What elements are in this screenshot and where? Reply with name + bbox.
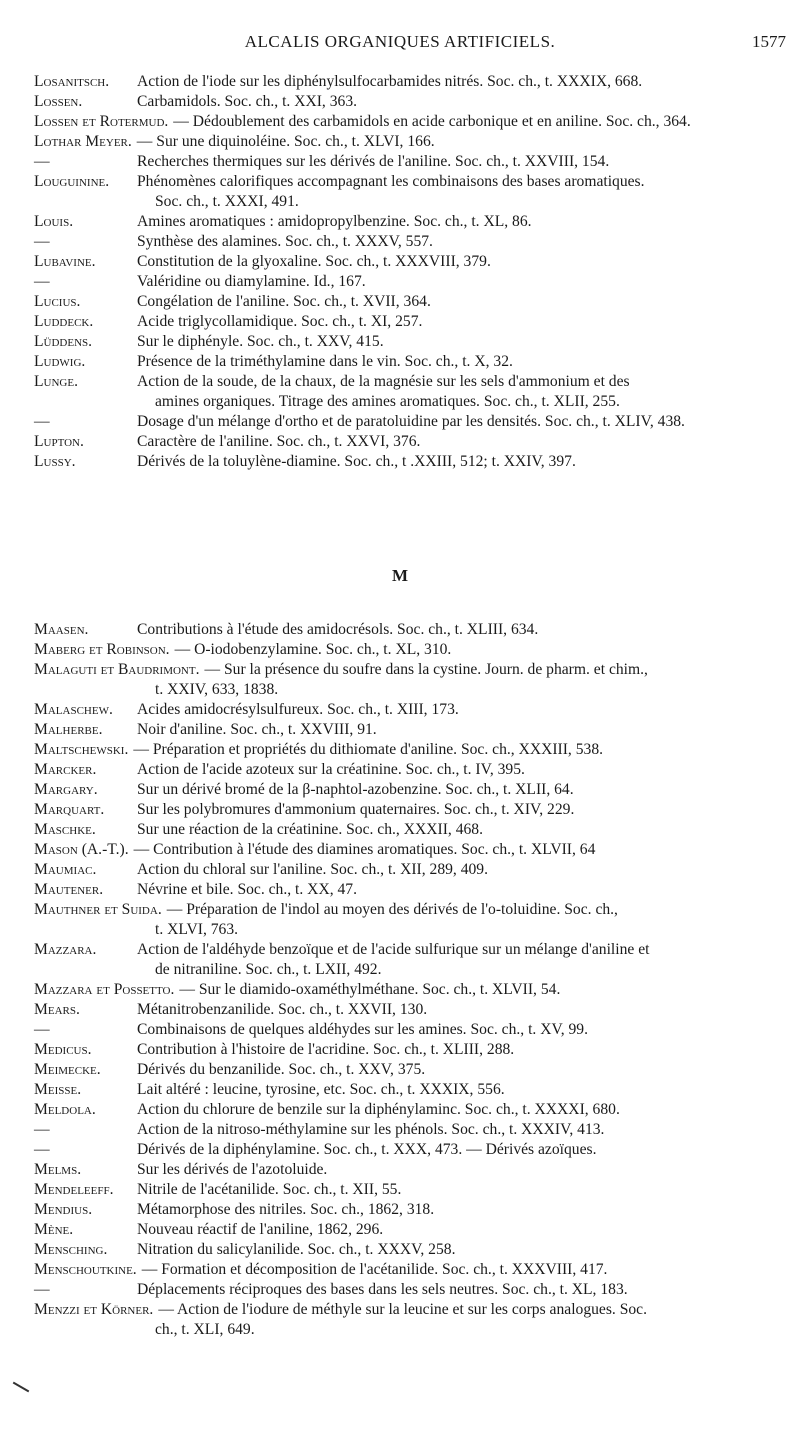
entry-author: Melms. — [34, 1161, 82, 1178]
entry-author: Mazzara. — [34, 941, 97, 958]
entry-text: t. XXIV, 633, 1838. — [155, 681, 279, 698]
entry-author: Lossen et Rotermud. — [34, 113, 169, 130]
bibliography-entry — [0, 1280, 800, 1300]
entry-text: Action de la nitroso-méthylamine sur les phénols. Soc. ch., t. XXXIV, 413. — [137, 1121, 605, 1138]
entry-first-line — [34, 980, 786, 1000]
entry-author: Lossen. — [34, 93, 83, 110]
bibliography-entry — [0, 760, 800, 780]
entry-text: Nitration du salicylanilide. Soc. ch., t. XXXV, 258. — [137, 1241, 456, 1258]
entry-author: Ludwig. — [34, 353, 86, 370]
bibliography-entry — [0, 1020, 800, 1040]
bibliography-entry — [0, 740, 800, 760]
entry-text: Soc. ch., t. XXXI, 491. — [155, 193, 299, 210]
bibliography-entry — [0, 272, 800, 292]
entry-author: Louguinine. — [34, 173, 110, 190]
bibliography-entry — [0, 1240, 800, 1260]
bibliography-entry — [0, 1220, 800, 1240]
entry-author: Maumiac. — [34, 861, 97, 878]
entry-text: ch., t. XLI, 649. — [155, 1321, 255, 1338]
bibliography-entry — [0, 940, 800, 980]
bibliography-entry — [0, 1100, 800, 1120]
entry-author: Meldola. — [34, 1101, 96, 1118]
bibliography-entry — [0, 780, 800, 800]
entry-author: Lunge. — [34, 373, 78, 390]
bibliography-entry — [0, 820, 800, 840]
entry-author: Lubavine. — [34, 253, 96, 270]
entry-text: Dérivés de la diphénylamine. Soc. ch., t. XXX, 473. — Dérivés azoïques. — [137, 1141, 597, 1158]
bibliography-entry — [0, 660, 800, 700]
entry-author: Meisse. — [34, 1081, 82, 1098]
bibliography-entry — [0, 1140, 800, 1160]
entry-text: Carbamidols. Soc. ch., t. XXI, 363. — [137, 93, 358, 110]
bibliography-entry — [0, 1200, 800, 1220]
entry-author: — — [34, 1141, 50, 1158]
bibliography-entry — [0, 372, 800, 412]
bibliography-entry — [0, 352, 800, 372]
entry-text: Nitrile de l'acétanilide. Soc. ch., t. XII, 55. — [137, 1181, 402, 1198]
entry-author: Luddeck. — [34, 313, 94, 330]
entry-author: — — [34, 1281, 50, 1298]
entry-author: Mensching. — [34, 1241, 108, 1258]
entry-text: — Préparation de l'indol au moyen des dérivés de l'o-toluidine. Soc. ch., — [166, 901, 618, 918]
entry-author: Malaguti et Baudrimont. — [34, 661, 200, 678]
entry-text: Constitution de la glyoxaline. Soc. ch., t. XXXVIII, 379. — [137, 253, 491, 270]
bibliography-entry — [0, 1000, 800, 1020]
section-heading-m: M — [391, 566, 409, 585]
entry-author: Louis. — [34, 213, 74, 230]
entry-author: Marquart. — [34, 801, 105, 818]
entry-author: Lüddens. — [34, 333, 93, 350]
entry-text: Combinaisons de quelques aldéhydes sur les amines. Soc. ch., t. XV, 99. — [137, 1021, 589, 1038]
entry-text: Phénomènes calorifiques accompagnant les combinaisons des bases aromatiques. — [137, 173, 645, 190]
bibliography-entry — [0, 172, 800, 212]
entry-author: — — [34, 273, 50, 290]
bibliography-entry — [0, 312, 800, 332]
bibliography-entry — [0, 620, 800, 640]
entry-author: Maschke. — [34, 821, 96, 838]
entry-text: Sur une réaction de la créatinine. Soc. ch., XXXII, 468. — [137, 821, 483, 838]
entry-text: Contribution à l'histoire de l'acridine. Soc. ch., t. XLIII, 288. — [137, 1041, 515, 1058]
entry-first-line — [34, 900, 786, 920]
running-title: ALCALIS ORGANIQUES ARTIFICIELS. — [244, 32, 556, 51]
entry-text: Caractère de l'aniline. Soc. ch., t. XXVI, 376. — [137, 433, 421, 450]
bibliography-entry — [0, 412, 800, 432]
entry-author: Maberg et Robinson. — [34, 641, 170, 658]
entry-author: Mautener. — [34, 881, 104, 898]
entry-text: Sur les dérivés de l'azotoluide. — [137, 1161, 328, 1178]
bibliography-entry — [0, 860, 800, 880]
bibliography-entry — [0, 880, 800, 900]
bibliography-entry — [0, 232, 800, 252]
bibliography-entry — [0, 1120, 800, 1140]
entry-author: Medicus. — [34, 1041, 92, 1058]
entry-text: Synthèse des alamines. Soc. ch., t. XXXV, 557. — [137, 233, 433, 250]
bibliography-entry — [0, 1180, 800, 1200]
entry-first-line — [34, 1260, 786, 1280]
entry-text: Névrine et bile. Soc. ch., t. XX, 47. — [137, 881, 357, 898]
entry-author: — — [34, 1121, 50, 1138]
entry-author: Menschoutkine. — [34, 1261, 137, 1278]
entry-author: Mendeleeff. — [34, 1181, 114, 1198]
entry-text: Acide triglycollamidique. Soc. ch., t. XI, 257. — [137, 313, 423, 330]
entry-text: Sur le diphényle. Soc. ch., t. XXV, 415. — [137, 333, 384, 350]
entry-text: Métanitrobenzanilide. Soc. ch., t. XXVII, 130. — [137, 1001, 428, 1018]
bibliography-entry — [0, 252, 800, 272]
entry-text: Amines aromatiques : amidopropylbenzine. Soc. ch., t. XL, 86. — [137, 213, 532, 230]
entry-text: — Formation et décomposition de l'acétanilide. Soc. ch., t. XXXVIII, 417. — [141, 1261, 608, 1278]
bibliography-entry — [0, 92, 800, 112]
bibliography-entry — [0, 900, 800, 940]
bibliography-entry — [0, 1080, 800, 1100]
entry-text: — Action de l'iodure de méthyle sur la leucine et sur les corps analogues. Soc. — [158, 1301, 647, 1318]
entry-text: — Sur le diamido-oxaméthylméthane. Soc. ch., t. XLVII, 54. — [179, 981, 561, 998]
entry-text: Sur un dérivé bromé de la β-naphtol-azobenzine. Soc. ch., t. XLII, 64. — [137, 781, 574, 798]
entry-author: Meimecke. — [34, 1061, 101, 1078]
entry-author: Mason (A.-T.). — [34, 841, 129, 858]
entry-text: Déplacements réciproques des bases dans les sels neutres. Soc. ch., t. XL, 183. — [137, 1281, 628, 1298]
entry-text: Sur les polybromures d'ammonium quaternaires. Soc. ch., t. XIV, 229. — [137, 801, 575, 818]
entry-text: Action de l'aldéhyde benzoïque et de l'acide sulfurique sur un mélange d'aniline et — [137, 941, 650, 958]
entry-first-line — [34, 132, 786, 152]
bibliography-entry — [0, 132, 800, 152]
entry-text: Noir d'aniline. Soc. ch., t. XXVIII, 91. — [137, 721, 377, 738]
bibliography-entry — [0, 72, 800, 92]
page-header — [0, 32, 800, 62]
entry-text: amines organiques. Titrage des amines aromatiques. Soc. ch., t. XLII, 255. — [155, 393, 620, 410]
bibliography-entry — [0, 1160, 800, 1180]
bibliography-entry — [0, 720, 800, 740]
entry-author: Malherbe. — [34, 721, 103, 738]
entry-author: Mène. — [34, 1221, 74, 1238]
bibliography-entry — [0, 1300, 800, 1340]
bibliography-entry — [0, 840, 800, 860]
entry-author: Lupton. — [34, 433, 84, 450]
entry-author: Lussy. — [34, 453, 76, 470]
entry-author: Mauthner et Suida. — [34, 901, 162, 918]
entry-author: Mears. — [34, 1001, 80, 1018]
entry-text: Acides amidocrésylsulfureux. Soc. ch., t. XIII, 173. — [137, 701, 459, 718]
entry-author: Lothar Meyer. — [34, 133, 132, 150]
entry-author: Mazzara et Possetto. — [34, 981, 175, 998]
entry-author: Marcker. — [34, 761, 97, 778]
margin-mark — [13, 1382, 30, 1393]
entry-author: Lucius. — [34, 293, 81, 310]
entry-text: — Sur la présence du soufre dans la cystine. Journ. de pharm. et chim., — [204, 661, 648, 678]
entry-text: — Sur une diquinoléine. Soc. ch., t. XLVI, 166. — [136, 133, 435, 150]
entry-text: Métamorphose des nitriles. Soc. ch., 1862, 318. — [137, 1201, 435, 1218]
entry-text: — Contribution à l'étude des diamines aromatiques. Soc. ch., t. XLVII, 64 — [133, 841, 596, 858]
entry-text: Action de l'acide azoteux sur la créatinine. Soc. ch., t. IV, 395. — [137, 761, 525, 778]
bibliography-entry — [0, 640, 800, 660]
entry-text: Lait altéré : leucine, tyrosine, etc. Soc. ch., t. XXXIX, 556. — [137, 1081, 505, 1098]
bibliography-entry — [0, 1060, 800, 1080]
entry-first-line — [34, 640, 786, 660]
entry-first-line — [34, 740, 786, 760]
entry-text: Dérivés de la toluylène-diamine. Soc. ch., t .XXIII, 512; t. XXIV, 397. — [137, 453, 576, 470]
bibliography-entry — [0, 700, 800, 720]
entry-author: Maasen. — [34, 621, 89, 638]
entry-first-line — [34, 840, 786, 860]
entry-text: de nitraniline. Soc. ch., t. LXII, 492. — [155, 961, 382, 978]
entry-text: — Dédoublement des carbamidols en acide carbonique et en aniline. Soc. ch., 364. — [173, 113, 691, 130]
bibliography-entry — [0, 292, 800, 312]
entry-author: Maltschewski. — [34, 741, 129, 758]
bibliography-entry — [0, 1040, 800, 1060]
entry-text: Action de la soude, de la chaux, de la magnésie sur les sels d'ammonium et des — [137, 373, 630, 390]
entry-author: — — [34, 233, 50, 250]
entry-text: t. XLVI, 763. — [155, 921, 239, 938]
bibliography-entry — [0, 112, 800, 132]
entries-m-section — [0, 620, 800, 1340]
page-number: 1577 — [752, 32, 786, 51]
bibliography-entry — [0, 980, 800, 1000]
bibliography-entry — [0, 800, 800, 820]
entry-author: Losanitsch. — [34, 73, 110, 90]
entry-author: — — [34, 1021, 50, 1038]
bibliography-entry — [0, 432, 800, 452]
entry-text: Présence de la triméthylamine dans le vin. Soc. ch., t. X, 32. — [137, 353, 513, 370]
bibliography-entry — [0, 212, 800, 232]
bibliography-entry — [0, 1260, 800, 1280]
bibliography-entry — [0, 332, 800, 352]
entry-text: Nouveau réactif de l'aniline, 1862, 296. — [137, 1221, 384, 1238]
entry-text: Contributions à l'étude des amidocrésols. Soc. ch., t. XLIII, 634. — [137, 621, 539, 638]
bibliography-entry — [0, 152, 800, 172]
entry-author: — — [34, 413, 50, 430]
entry-author: Mendius. — [34, 1201, 93, 1218]
entries-l-section — [0, 72, 800, 472]
entry-text: — Préparation et propriétés du dithiomate d'aniline. Soc. ch., XXXIII, 538. — [133, 741, 604, 758]
entry-text: Action du chlorure de benzile sur la diphénylaminc. Soc. ch., t. XXXXI, 680. — [137, 1101, 620, 1118]
entry-author: — — [34, 153, 50, 170]
entry-text: Action de l'iode sur les diphénylsulfocarbamides nitrés. Soc. ch., t. XXXIX, 668. — [137, 73, 643, 90]
entry-text: Dérivés du benzanilide. Soc. ch., t. XXV, 375. — [137, 1061, 426, 1078]
entry-first-line — [34, 1300, 786, 1320]
entry-author: Margary. — [34, 781, 98, 798]
entry-text: — O-iodobenzylamine. Soc. ch., t. XL, 310. — [174, 641, 452, 658]
entry-text: Valéridine ou diamylamine. Id., 167. — [137, 273, 366, 290]
entry-text: Action du chloral sur l'aniline. Soc. ch., t. XII, 289, 409. — [137, 861, 489, 878]
entry-author: Menzzi et Körner. — [34, 1301, 154, 1318]
entry-first-line — [34, 660, 786, 680]
entry-text: Recherches thermiques sur les dérivés de l'aniline. Soc. ch., t. XXVIII, 154. — [137, 153, 610, 170]
bibliography-entry — [0, 452, 800, 472]
entry-text: Congélation de l'aniline. Soc. ch., t. XVII, 364. — [137, 293, 431, 310]
entry-author: Malaschew. — [34, 701, 113, 718]
entry-first-line — [34, 112, 786, 132]
entry-text: Dosage d'un mélange d'ortho et de paratoluidine par les densités. Soc. ch., t. XLIV, 438. — [137, 413, 685, 430]
